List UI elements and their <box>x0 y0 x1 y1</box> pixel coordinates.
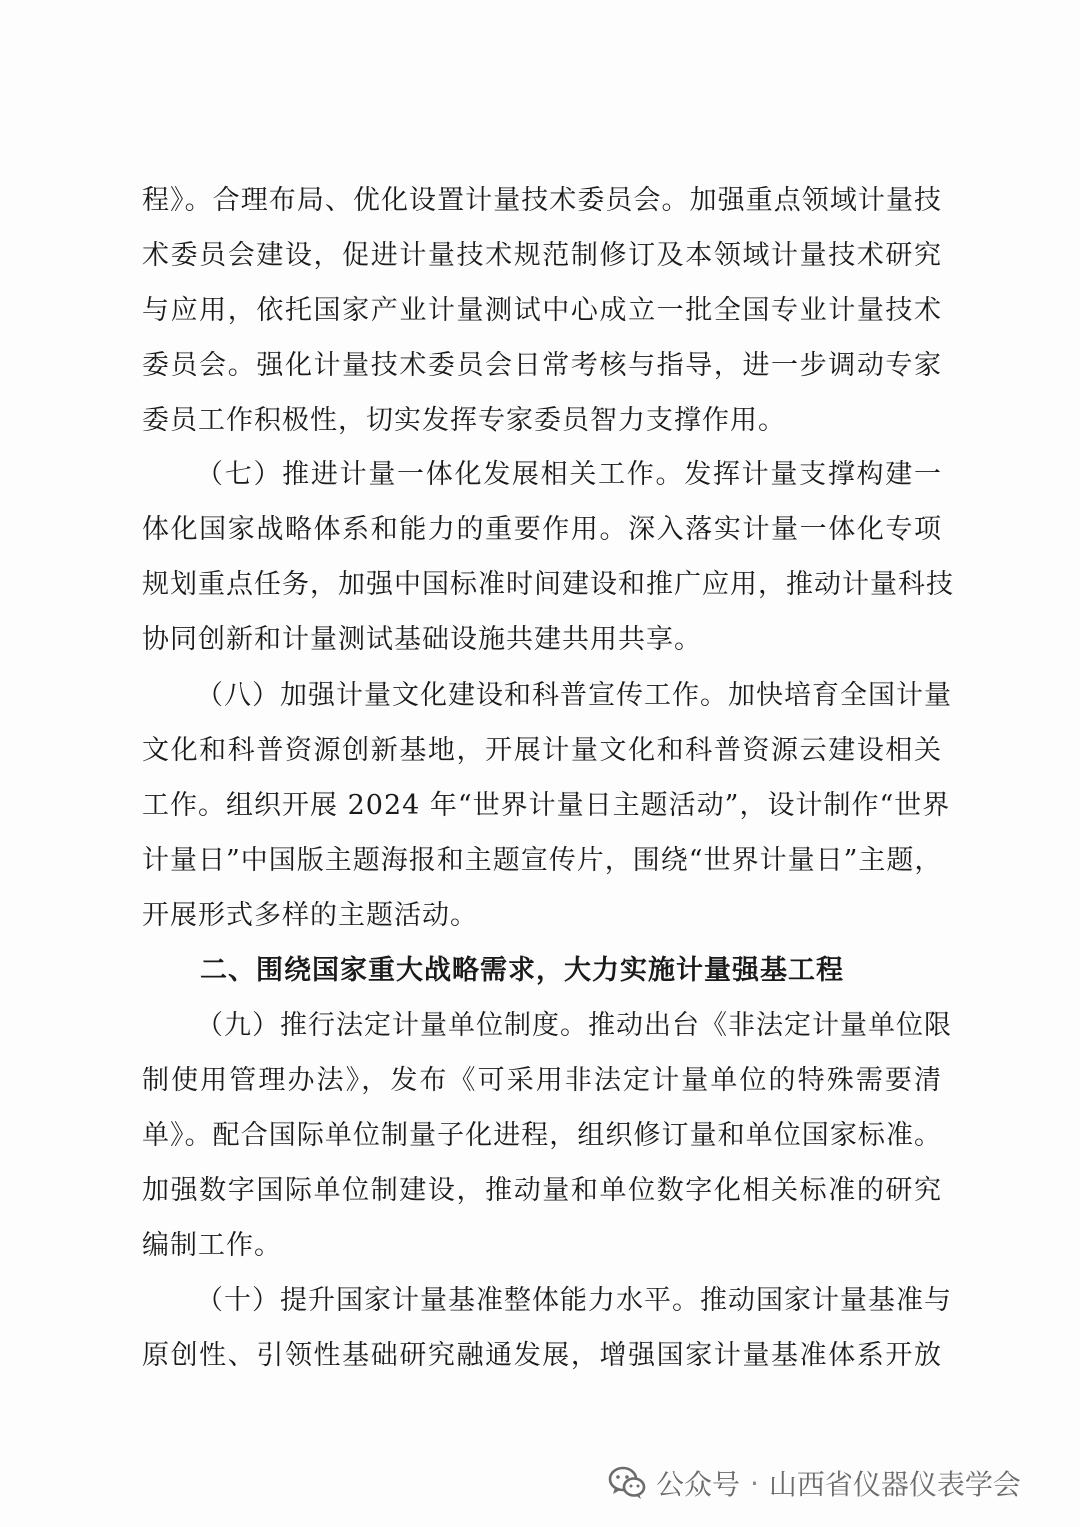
paragraph-7-start: （七）推进计量一体化发展相关工作。发挥计量支撑构建一 <box>196 459 942 490</box>
text-line-9: 协同创新和计量测试基础设施共建共用共享。 <box>142 624 702 655</box>
text-line-5: 委员工作积极性，切实发挥专家委员智力支撑作用。 <box>142 405 786 436</box>
paragraph-10-start: （十）提升国家计量基准整体能力水平。推动国家计量基准与 <box>196 1285 952 1316</box>
text-line-19: 加强数字国际单位制建设，推动量和单位数字化相关标准的研究 <box>142 1175 942 1206</box>
watermark-account: 山西省仪器仪表学会 <box>768 1468 1021 1501</box>
paragraph-9-start: （九）推行法定计量单位制度。推动出台《非法定计量单位限 <box>196 1010 952 1041</box>
wechat-watermark <box>608 1460 1021 1506</box>
text-line-20: 编制工作。 <box>142 1230 282 1261</box>
text-line-22: 原创性、引领性基础研究融通发展，增强国家计量基准体系开放 <box>142 1340 942 1371</box>
watermark-label: 公众号 <box>656 1468 741 1501</box>
text-line-11: 文化和科普资源创新基地，开展计量文化和科普资源云建设相关 <box>142 735 942 766</box>
text-line-17: 制使用管理办法》，发布《可采用非法定计量单位的特殊需要清 <box>142 1065 942 1096</box>
text-line-8: 规划重点任务，加强中国标准时间建设和推广应用，推动计量科技 <box>142 569 954 600</box>
text-line-4: 委员会。强化计量技术委员会日常考核与指导，进一步调动专家 <box>142 350 942 381</box>
text-line-13: 计量日”中国版主题海报和主题宣传片，围绕“世界计量日”主题， <box>142 845 943 876</box>
watermark-separator: · <box>750 1466 759 1500</box>
text-line-7: 体化国家战略体系和能力的重要作用。深入落实计量一体化专项 <box>142 514 942 545</box>
text-line-18: 单》。配合国际单位制量子化进程，组织修订量和单位国家标准。 <box>142 1120 942 1151</box>
text-line-12: 工作。组织开展 2024 年“世界计量日主题活动”，设计制作“世界 <box>142 790 951 821</box>
paragraph-8-start: （八）加强计量文化建设和科普宣传工作。加快培育全国计量 <box>196 680 952 711</box>
text-line-1: 程》。合理布局、优化设置计量技术委员会。加强重点领域计量技 <box>142 185 942 216</box>
section-heading: 二、围绕国家重大战略需求，大力实施计量强基工程 <box>200 955 844 986</box>
wechat-icon <box>608 1466 646 1500</box>
text-line-14: 开展形式多样的主题活动。 <box>142 900 478 931</box>
text-line-3: 与应用，依托国家产业计量测试中心成立一批全国专业计量技术 <box>142 295 942 326</box>
text-line-2: 术委员会建设，促进计量技术规范制修订及本领域计量技术研究 <box>142 240 942 271</box>
